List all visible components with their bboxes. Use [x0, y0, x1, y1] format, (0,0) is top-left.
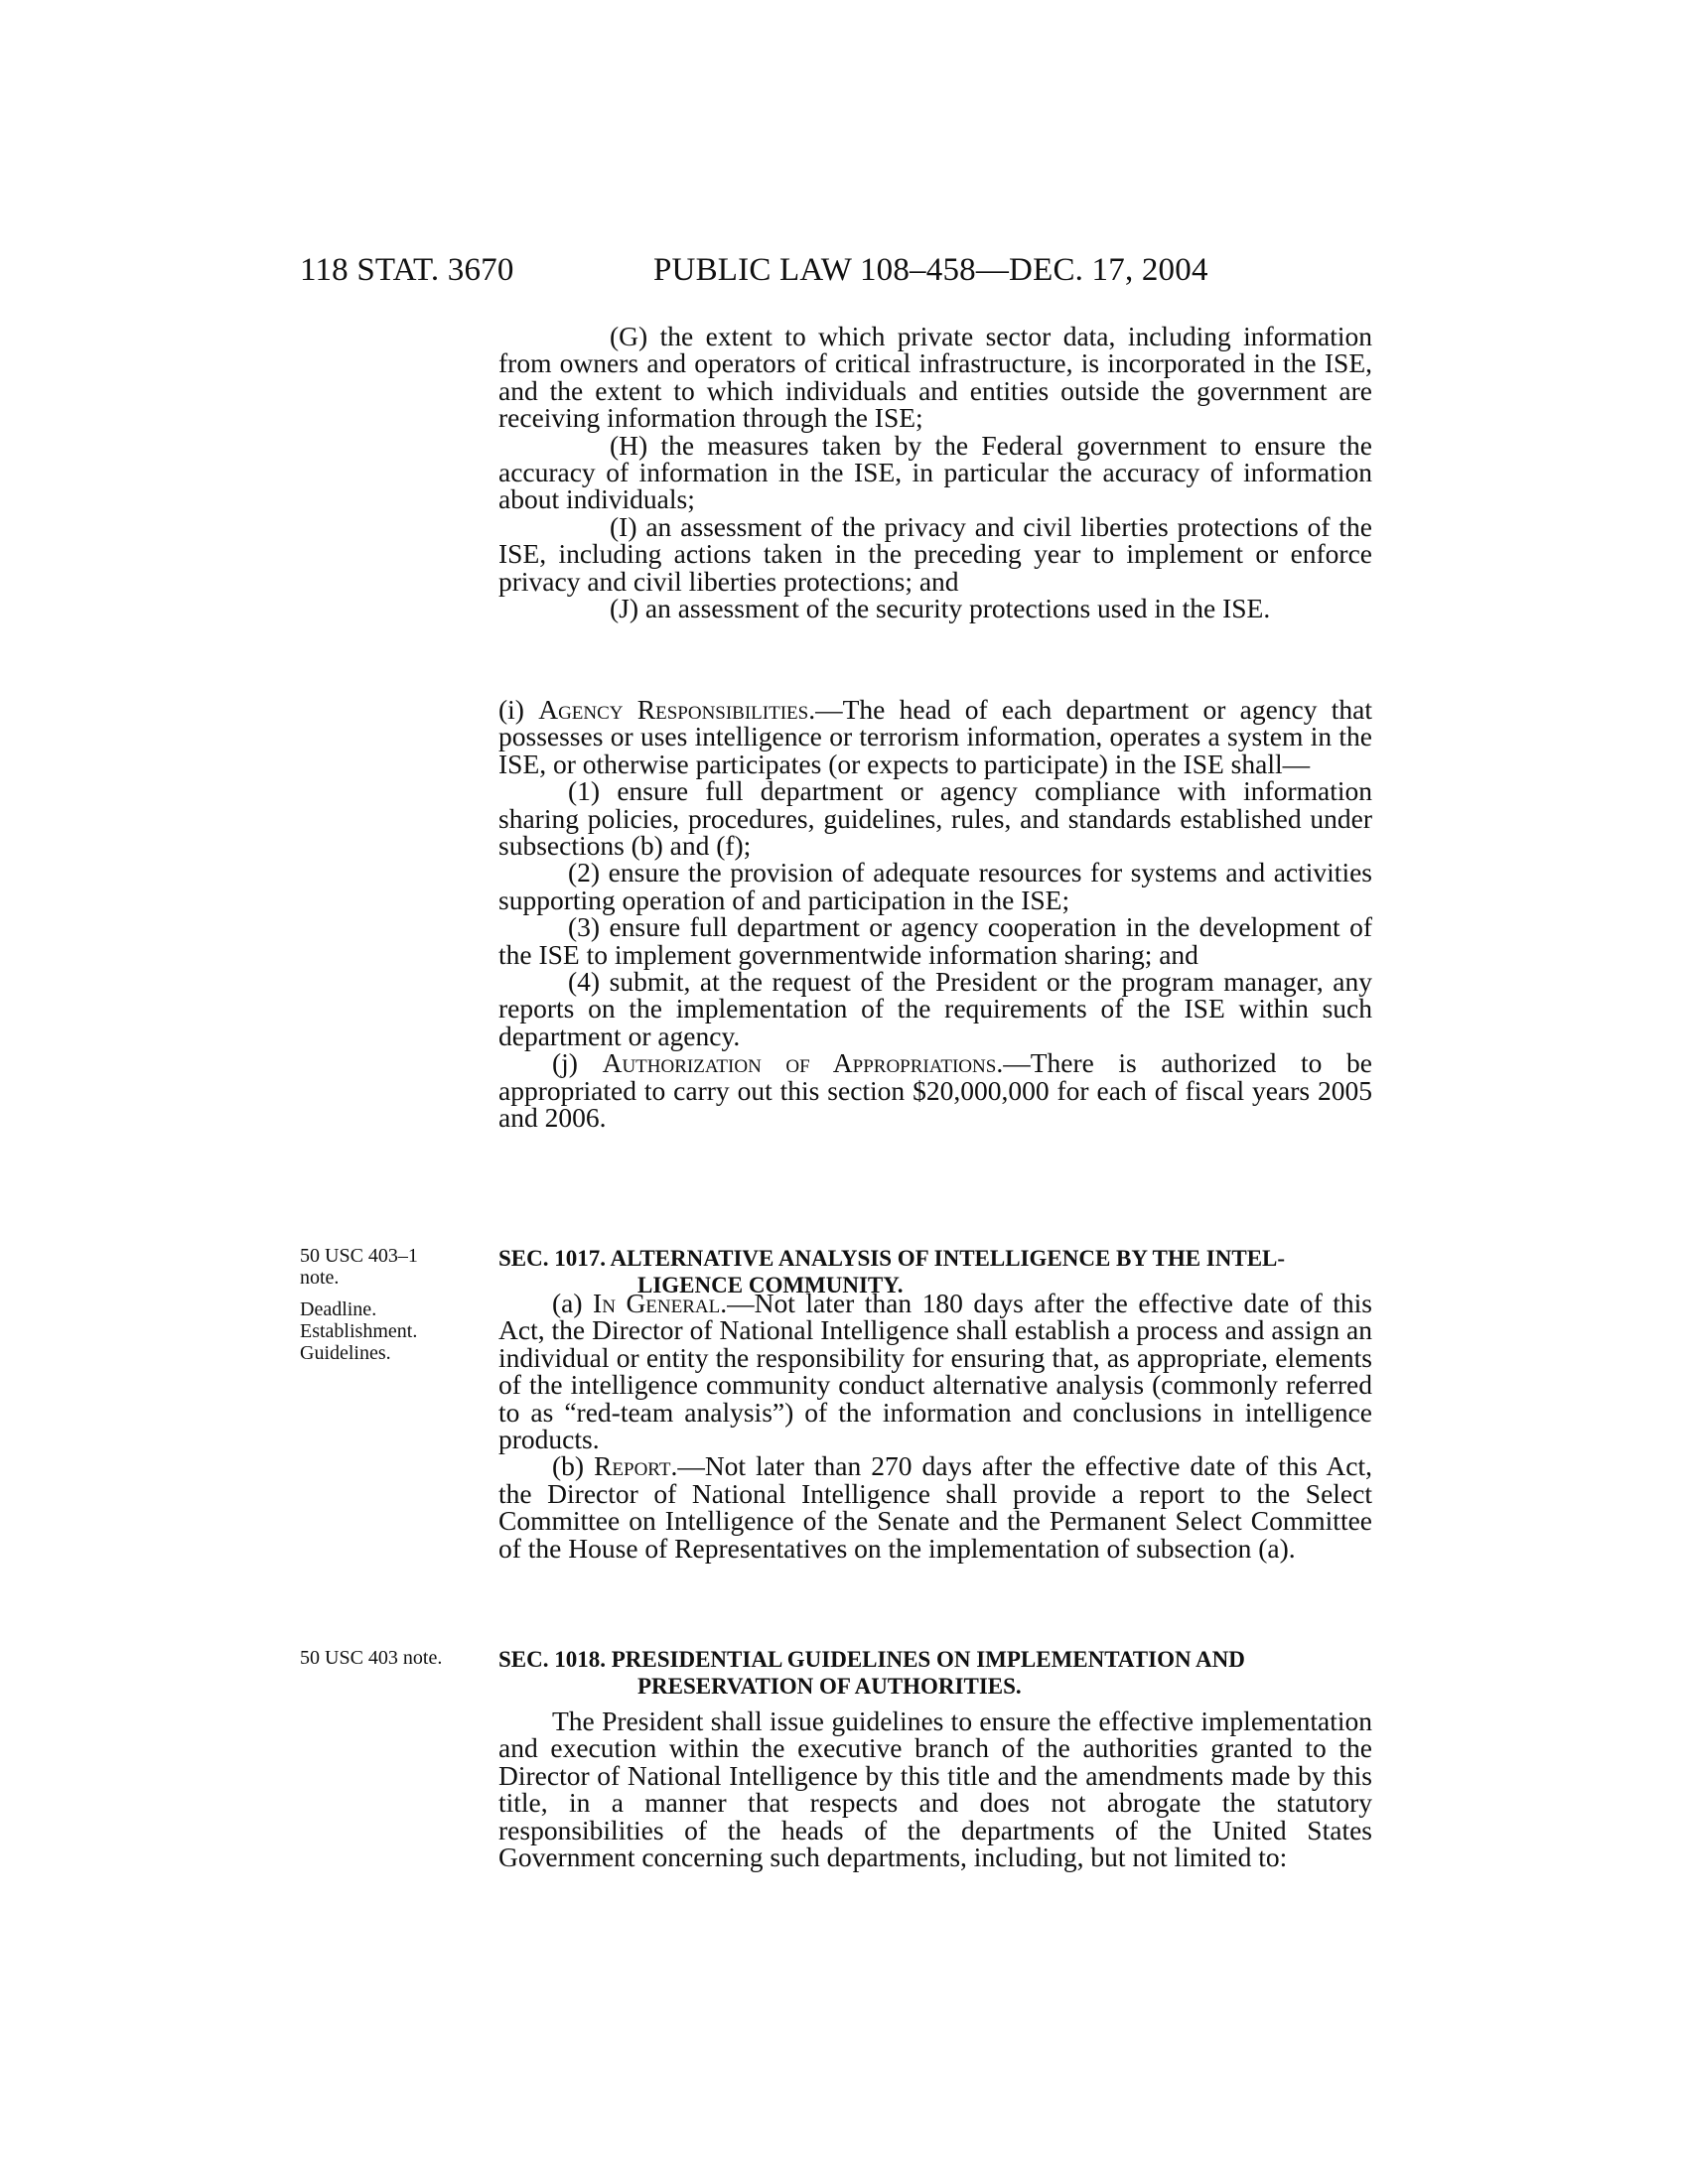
authorization-heading: Authorization of Appropriations — [602, 1047, 997, 1079]
agency-responsibilities: (i) Agency Responsibilities.—The head of each department or agency that possesses or uses intelligence or terrorism information, operates a system in the ISE, or otherwise participates (or expects to participate) in the ISE shall— — [498, 694, 1372, 779]
section-1018-heading — [498, 1646, 1372, 1700]
item-j: (J) an assessment of the security protections used in the ISE. — [610, 593, 1271, 624]
section-1018-text: The President shall issue guidelines to ensure the effective implementation and execution within the executive branch of the authorities granted to the Director of National Intelligence by this title and the amendments made by this title, in a manner that respects and does not abrogate the statutory responsibilities of the heads of the departments of the United States Government concerning such departments, including, but not limited to: — [498, 1706, 1372, 1873]
subsection-b-heading: Report — [594, 1450, 671, 1482]
subsection-a: (a) In General.—Not later than 180 days after the effective date of this Act, the Director of National Intelligence shall establish a process and assign an individual or entity the responsibility for ensuring that, as appropriate, elements of the intelligence community conduct alternative analysis (commonly referred to as “red-team analysis”) of the information and conclusions in intelligence products. — [498, 1288, 1373, 1455]
margin-note-line: note. — [300, 1267, 340, 1289]
subsection-a-heading: In General — [593, 1288, 721, 1318]
margin-note-usc-403-1 — [300, 1245, 489, 1289]
section-heading-line: SEC. 1017. ALTERNATIVE ANALYSIS OF INTELLIGENCE BY THE INTEL- — [498, 1246, 1286, 1271]
margin-note-line: Establishment. — [300, 1320, 418, 1342]
margin-note-line: 50 USC 403–1 — [300, 1245, 418, 1267]
item-4: (4) submit, at the request of the President or the program manager, any reports on the implementation of the requirements of the ISE within such department or agency. — [498, 966, 1372, 1051]
statute-page-number: 118 STAT. 3670 — [300, 252, 514, 288]
item-2: (2) ensure the provision of adequate resources for systems and activities supporting operation of and participation in the ISE; — [498, 857, 1372, 915]
item-h: (H) the measures taken by the Federal government to ensure the accuracy of information in the ISE, in particular the accuracy of information about individuals; — [498, 429, 1372, 515]
margin-note-deadline — [300, 1298, 489, 1364]
margin-note-usc-403: 50 USC 403 note. — [300, 1647, 443, 1669]
margin-note-line: Deadline. — [300, 1298, 377, 1320]
subsection-h-list-continued — [498, 321, 1372, 624]
section-heading-line: SEC. 1018. PRESIDENTIAL GUIDELINES ON IMPLEMENTATION AND — [498, 1647, 1245, 1672]
margin-note-line: Guidelines. — [300, 1342, 391, 1364]
item-i: (I) an assessment of the privacy and civil liberties protections of the ISE, including actions taken in the preceding year to implement or enforce privacy and civil liberties protections; and — [498, 510, 1372, 597]
section-heading-line: LIGENCE COMMUNITY. — [637, 1273, 904, 1297]
agency-heading: Agency Responsibilities — [538, 694, 809, 725]
section-1018-body — [498, 1706, 1372, 1873]
item-3: (3) ensure full department or agency cooperation in the development of the ISE to implement governmentwide information sharing; and — [498, 911, 1372, 970]
section-1017-body — [498, 1290, 1372, 1562]
authorization-of-appropriations: (j) Authorization of Appropriations.—There is authorized to be appropriated to carry out this section $20,000,000 for each of fiscal years 2005 and 2006. — [498, 1047, 1372, 1134]
subsection-i — [498, 696, 1372, 1132]
section-heading-line: PRESERVATION OF AUTHORITIES. — [637, 1674, 1022, 1699]
running-header: PUBLIC LAW 108–458—DEC. 17, 2004 — [653, 252, 1208, 288]
subsection-b: (b) Report.—Not later than 270 days after the effective date of this Act, the Director of National Intelligence shall provide a report to the Select Committee on Intelligence of the Senate and the Permanent Select Committee of the House of Representatives on the implementation of subsection (a). — [498, 1450, 1372, 1564]
item-1: (1) ensure full department or agency compliance with information sharing policies, procedures, guidelines, rules, and standards established under subsections (b) and (f); — [498, 775, 1372, 862]
item-g: (G) the extent to which private sector data, including information from owners and operators of critical infrastructure, is incorporated in the ISE, and the extent to which individuals and entities outside the government are receiving information through the ISE; — [498, 321, 1372, 434]
